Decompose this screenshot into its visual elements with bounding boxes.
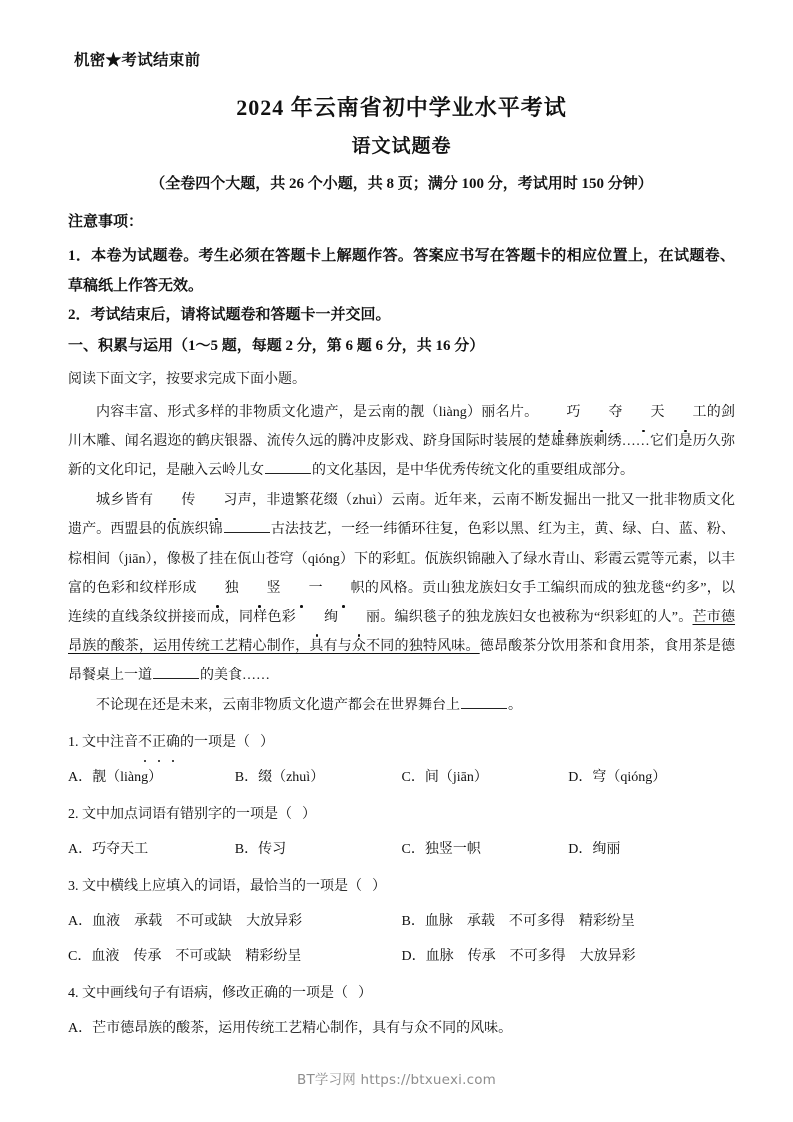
underlined-sentence: 芒市德昂族的酸茶，运用传统工艺精心制作，具有与众不同的独特风味。 (68, 609, 736, 654)
fill-blank-1[interactable] (265, 460, 311, 474)
question-2-options (68, 836, 735, 864)
question-3-options-row-2 (68, 943, 735, 971)
option-1-c[interactable]: C．间（jiān） (401, 770, 488, 786)
passage-p2-seg7: 的美食…… (200, 668, 270, 683)
dotted-phrase-buzhengque: 不正确 (138, 735, 180, 750)
question-3-answer-slot[interactable]: ） (372, 879, 388, 895)
question-4-answer-slot[interactable]: ） (358, 986, 374, 1002)
option-3-a[interactable]: A．血液 承载 不可或缺 大放异彩 (68, 914, 303, 930)
section-heading: 一、积累与运用（1～5 题，每题 2 分，第 6 题 6 分，共 16 分） (68, 338, 485, 355)
notice-heading: 注意事项： (68, 213, 144, 230)
passage-paragraph-1 (68, 398, 735, 485)
notice-item-2: 2．考试结束后，请将试题卷和答题卡一并交回。 (68, 306, 391, 323)
question-3-stem-text: 文中横线上应填入的词语，最恰当的一项是（ (82, 879, 362, 895)
passage-p2-seg4: 的风格。贡山独龙族妇女手工编织而成的独龙毯“约多”，以连续的直线条纹拼接而成，同样色彩 (68, 580, 735, 625)
question-2-stem-text: 文中加点词语有错别字的一项是（ (82, 807, 292, 823)
dotted-phrase-xuanli: 绚 丽 (296, 610, 380, 625)
question-1-stem-pre: 文中注音 (82, 735, 138, 751)
exam-meta: （全卷四个大题，共 26 个小题，共 8 页；满分 100 分，考试用时 150 分钟） (150, 175, 653, 192)
dotted-phrase-dushuyizhi: 独 竖 一 帜 (197, 581, 365, 596)
question-3-options-row-1 (68, 908, 735, 936)
passage-p1-seg1: 内容丰富、形式多样的非物质文化遗产，是云南的靓（liàng）丽名片。 (96, 405, 539, 421)
dotted-phrase-qiaoduotiangong: 巧 夺 天 工 (538, 405, 706, 420)
option-2-b[interactable]: B．传习 (234, 842, 287, 858)
site-watermark: BT学习网 https://btxuexi.com (296, 1072, 497, 1088)
option-1-d[interactable]: D．穹（qióng） (568, 770, 667, 786)
passage-p2-seg3: 古法技艺，一经一纬循环往复，色彩以黑、红为主，黄、绿、白、蓝、粉、棕相间（jiān），像极了挂在佤山苍穹（qióng）下的彩虹。佤族织锦融入了绿水青山、彩霞云霓等元素，以丰富的色彩和纹样形成 (68, 522, 735, 596)
page-title: 2024 年云南省初中学业水平考试 (236, 94, 567, 120)
passage-p2-seg6: 德昂酸茶分饮用茶和食用茶，食用茶是德昂餐桌上一道 (68, 638, 736, 683)
question-3-stem (68, 873, 735, 901)
option-1-b[interactable]: B．缀（zhuì） (234, 770, 325, 786)
option-3-d[interactable]: D．血脉 传承 不可多得 大放异彩 (401, 949, 636, 965)
question-3-number: 3. (68, 879, 79, 895)
option-2-a[interactable]: A．巧夺天工 (68, 842, 149, 858)
question-1-options (68, 764, 735, 792)
dotted-phrase-chuanxi: 传 习 (153, 493, 237, 508)
question-4-stem-text: 文中画线句子有语病，修改正确的一项是（ (82, 986, 348, 1002)
passage-p2-seg1: 城乡皆有 (96, 493, 154, 509)
fill-blank-3[interactable] (153, 665, 199, 679)
fill-blank-2[interactable] (224, 520, 270, 534)
question-2-answer-slot[interactable]: ） (302, 807, 318, 823)
question-4-number: 4. (68, 986, 79, 1002)
passage-paragraph-3: 不论现在还是未来，云南非物质文化遗产都会在世界舞台上 。 (68, 691, 735, 720)
notice-item-1: 1．本卷为试题卷。考生必须在答题卡上解题作答。答案应书写在答题卡的相应位置上，在试题卷、草稿纸上作答无效。 (68, 248, 735, 294)
option-2-c[interactable]: C．独竖一帜 (401, 842, 481, 858)
option-3-c[interactable]: C．血液 传承 不可或缺 精彩纷呈 (68, 949, 302, 965)
reading-instruction: 阅读下面文字，按要求完成下面小题。 (68, 372, 306, 388)
passage-p3-text: 不论现在还是未来，云南非物质文化遗产都会在世界舞台上 (96, 698, 460, 714)
secrecy-notice: 机密★考试结束前 (74, 52, 201, 69)
option-1-a[interactable]: A．靓（liàng） (68, 770, 163, 786)
passage-p2-seg2: 声，非遗繁花缀（zhuì）云南。近年来，云南不断发掘出一批又一批非物质文化遗产。西盟县的佤族织锦 (68, 493, 735, 538)
passage-paragraph-2 (68, 486, 735, 690)
question-1-stem-post: 的一项是（ (180, 735, 250, 751)
question-1-stem (68, 729, 735, 757)
passage-p2-seg5: 。编织毯子的独龙族妇女也被称为“织彩虹的人”。 (380, 609, 693, 625)
option-3-b[interactable]: B．血脉 承载 不可多得 精彩纷呈 (401, 914, 635, 930)
question-1-answer-slot[interactable]: ） (260, 735, 276, 751)
question-1-number: 1. (68, 735, 79, 751)
option-2-d[interactable]: D．绚丽 (568, 842, 621, 858)
page-subtitle: 语文试题卷 (351, 136, 452, 158)
question-4-stem (68, 980, 735, 1008)
option-4-a[interactable]: A．芒市德昂族的酸茶，运用传统工艺精心制作，具有与众不同的风味。 (68, 1021, 513, 1037)
passage-p1-seg3: 的文化基因，是中华优秀传统文化的重要组成部分。 (312, 463, 634, 479)
passage-p1-seg2: 的剑川木雕、闻名遐迩的鹤庆银器、流传久远的腾冲皮影戏、跻身国际时装展的楚雄彝族刺绣……它们是历久弥新的文化印记，是融入云岭儿女 (68, 405, 735, 479)
question-2-stem (68, 801, 735, 829)
question-2-number: 2. (68, 807, 79, 823)
fill-blank-4[interactable] (461, 695, 507, 709)
